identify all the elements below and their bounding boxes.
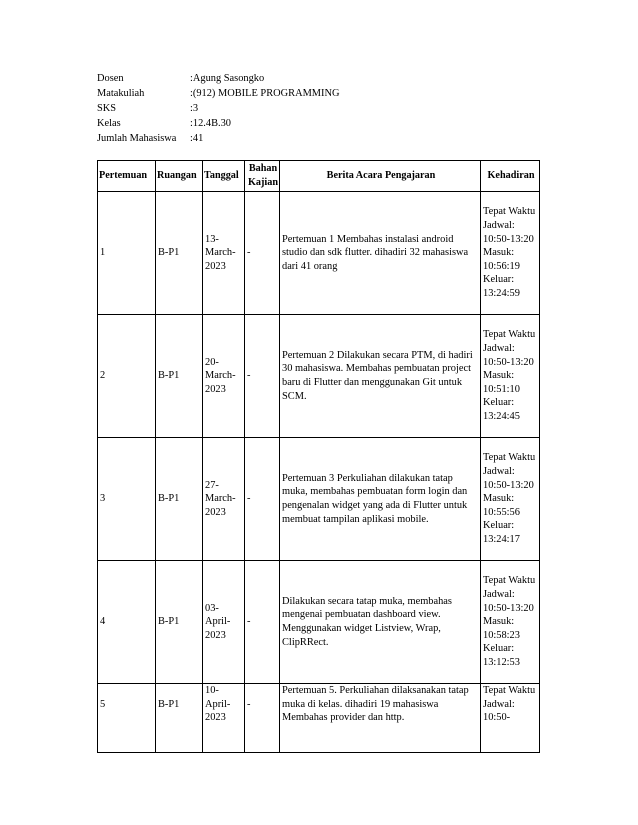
cell-tanggal: 13-March-2023 — [203, 192, 245, 315]
table-row — [98, 684, 540, 753]
cell-kehadiran: Tepat Waktu Jadwal: 10:50-13:20 Masuk: 10:58:23 Keluar: 13:12:53 — [481, 561, 540, 684]
cell-tanggal: 27-March-2023 — [203, 438, 245, 561]
cell-tanggal: 03-April-2023 — [203, 561, 245, 684]
table-row — [98, 192, 540, 315]
header-bahan-kajian: Bahan Kajian — [245, 161, 280, 192]
cell-kehadiran: Tepat Waktu Jadwal: 10:50-13:20 Masuk: 10:55:56 Keluar: 13:24:17 — [481, 438, 540, 561]
sks-value: :3 — [190, 103, 199, 114]
cell-berita: Dilakukan secara tatap muka, membahas mengenai pembuatan dashboard view. Menggunakan widget Listview, Wrap, ClipRRect. — [280, 561, 481, 684]
cell-bahan: - — [245, 192, 280, 315]
table-row — [98, 438, 540, 561]
cell-tanggal: 10-April-2023 — [203, 684, 245, 753]
jumlah-value: :41 — [190, 133, 204, 144]
dosen-label: Dosen — [97, 73, 124, 84]
header-berita-acara: Berita Acara Pengajaran — [280, 161, 481, 192]
header-pertemuan: Pertemuan — [98, 161, 156, 192]
cell-bahan: - — [245, 438, 280, 561]
cell-ruangan: B-P1 — [156, 192, 203, 315]
header-ruangan: Ruangan — [156, 161, 203, 192]
cell-berita: Pertemuan 3 Perkuliahan dilakukan tatap muka, membahas pembuatan form login dan pengenalan widget yang ada di Flutter untuk membuat tampilan aplikasi mobile. — [280, 438, 481, 561]
info-row-dosen — [97, 71, 340, 86]
dosen-value: :Agung Sasongko — [190, 73, 265, 84]
table-row — [98, 561, 540, 684]
attendance-table — [97, 160, 540, 753]
course-info — [97, 71, 340, 146]
info-row-sks — [97, 101, 340, 116]
cell-bahan: - — [245, 561, 280, 684]
cell-berita: Pertemuan 1 Membahas instalasi android studio dan sdk flutter. dihadiri 32 mahasiswa dari 41 orang — [280, 192, 481, 315]
cell-pertemuan: 4 — [98, 561, 156, 684]
cell-pertemuan: 3 — [98, 438, 156, 561]
matakuliah-label: Matakuliah — [97, 88, 145, 99]
cell-berita: Pertemuan 2 Dilakukan secara PTM, di hadiri 30 mahasiswa. Membahas pembuatan project baru di Flutter dan menggunakan Git untuk SCM. — [280, 315, 481, 438]
cell-pertemuan: 5 — [98, 684, 156, 753]
cell-pertemuan: 2 — [98, 315, 156, 438]
cell-ruangan: B-P1 — [156, 684, 203, 753]
matakuliah-value: :(912) MOBILE PROGRAMMING — [190, 88, 340, 99]
cell-kehadiran: Tepat Waktu Jadwal: 10:50- — [481, 684, 540, 753]
sks-label: SKS — [97, 103, 117, 114]
info-row-kelas — [97, 116, 340, 131]
cell-ruangan: B-P1 — [156, 438, 203, 561]
info-row-jumlah — [97, 131, 340, 146]
cell-ruangan: B-P1 — [156, 561, 203, 684]
kelas-value: :12.4B.30 — [190, 118, 231, 129]
cell-berita: Pertemuan 5. Perkuliahan dilaksanakan tatap muka di kelas. dihadiri 19 mahasiswa Membahas provider dan http. — [280, 684, 481, 753]
table-header-row — [98, 161, 540, 192]
cell-kehadiran: Tepat Waktu Jadwal: 10:50-13:20 Masuk: 10:51:10 Keluar: 13:24:45 — [481, 315, 540, 438]
cell-tanggal: 20-March-2023 — [203, 315, 245, 438]
info-row-matakuliah — [97, 86, 340, 101]
header-tanggal: Tanggal — [203, 161, 245, 192]
cell-ruangan: B-P1 — [156, 315, 203, 438]
kelas-label: Kelas — [97, 118, 121, 129]
cell-kehadiran: Tepat Waktu Jadwal: 10:50-13:20 Masuk: 10:56:19 Keluar: 13:24:59 — [481, 192, 540, 315]
cell-bahan: - — [245, 315, 280, 438]
cell-pertemuan: 1 — [98, 192, 156, 315]
table-row — [98, 315, 540, 438]
cell-bahan: - — [245, 684, 280, 753]
jumlah-label: Jumlah Mahasiswa — [97, 133, 177, 144]
header-kehadiran: Kehadiran — [481, 161, 540, 192]
